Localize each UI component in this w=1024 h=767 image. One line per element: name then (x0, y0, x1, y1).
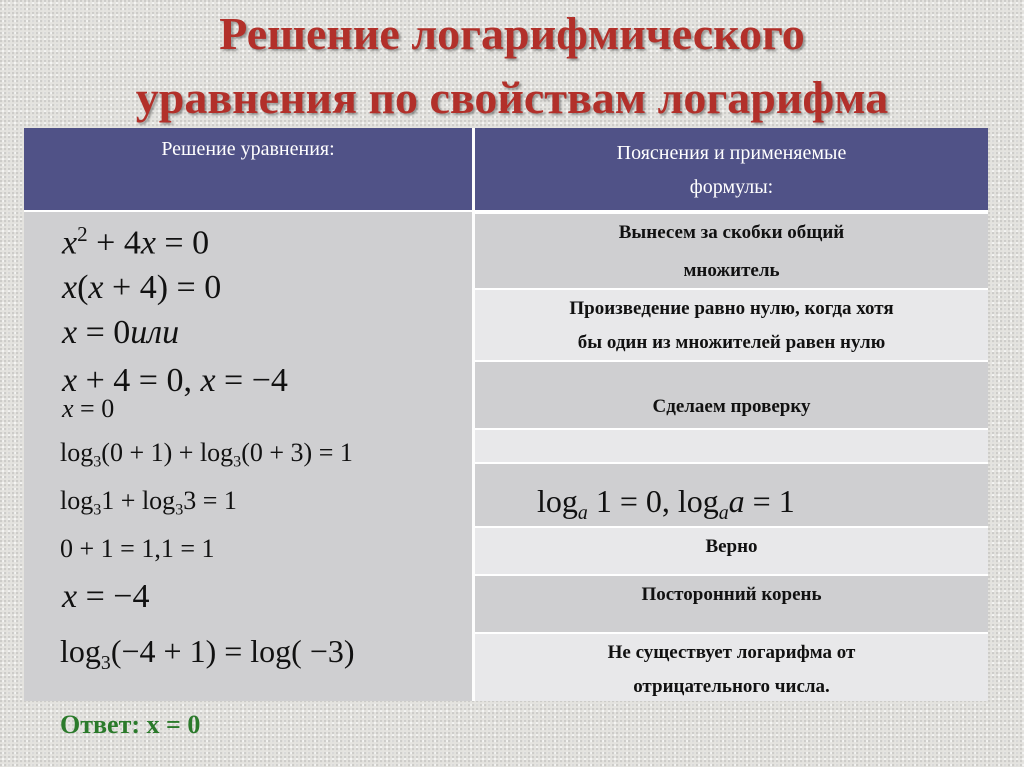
header-solution-label: Решение уравнения: (161, 138, 335, 160)
equation-2: x(x + 4) = 0 (62, 269, 222, 306)
explanation-factor-line-2: множитель (683, 260, 780, 281)
explanation-correct-text: Верно (705, 536, 758, 557)
explanation-factor (475, 212, 988, 288)
explanation-extraneous-root-text: Посторонний корень (641, 584, 822, 605)
equation-5: x = 0 (62, 394, 115, 423)
explanation-empty-row (475, 428, 988, 462)
title-line-2: уравнения по свойствам логарифма (135, 72, 889, 123)
header-explanations-line-1: Пояснения и применяемые (616, 142, 847, 164)
explanation-no-log-line-2: отрицательного числа. (633, 676, 830, 697)
equation-4: x + 4 = 0, x = −4 (62, 362, 288, 399)
equation-7: $\log_31 + \log_33 = 1$ (60, 486, 237, 519)
explanation-check-text: Сделаем проверку (652, 396, 811, 417)
header-solution (24, 128, 472, 210)
answer: Ответ: x = 0 (60, 710, 201, 739)
equation-9: x = −4 (62, 578, 150, 615)
slide-title (0, 2, 1024, 130)
explanation-factor-line-1: Вынесем за скобки общий (618, 222, 845, 243)
equation-3: x = 0или (62, 314, 180, 351)
log-properties-formula: $\log_a 1 = 0$, $\log_aa = 1$ (537, 483, 795, 524)
header-explanations (475, 128, 988, 210)
explanation-log-properties (475, 462, 988, 526)
equation-8: 0 + 1 = 1,1 = 1 (60, 534, 215, 563)
explanation-extraneous-root (475, 574, 988, 632)
equation-6: $\log_3(0 + 1) + \log_3(0 + 3) = 1$ (60, 438, 353, 471)
header-explanations-line-2: формулы: (689, 176, 774, 198)
equation-1: $x^2 + 4x = 0$ (62, 222, 210, 262)
title-line-1: Решение логарифмического (219, 8, 805, 59)
explanation-product-zero (475, 288, 988, 360)
explanation-product-zero-line-2: бы один из множителей равен нулю (577, 332, 886, 353)
explanation-check (475, 360, 988, 428)
explanation-no-log (475, 632, 988, 701)
equation-10: $\log_3(-4 + 1) = \log( -3)$ (60, 633, 355, 674)
explanation-no-log-line-1: Не существует логарифма от (607, 642, 856, 663)
solution-table (24, 128, 988, 701)
explanation-correct (475, 526, 988, 574)
explanation-product-zero-line-1: Произведение равно нулю, когда хотя (569, 298, 894, 319)
